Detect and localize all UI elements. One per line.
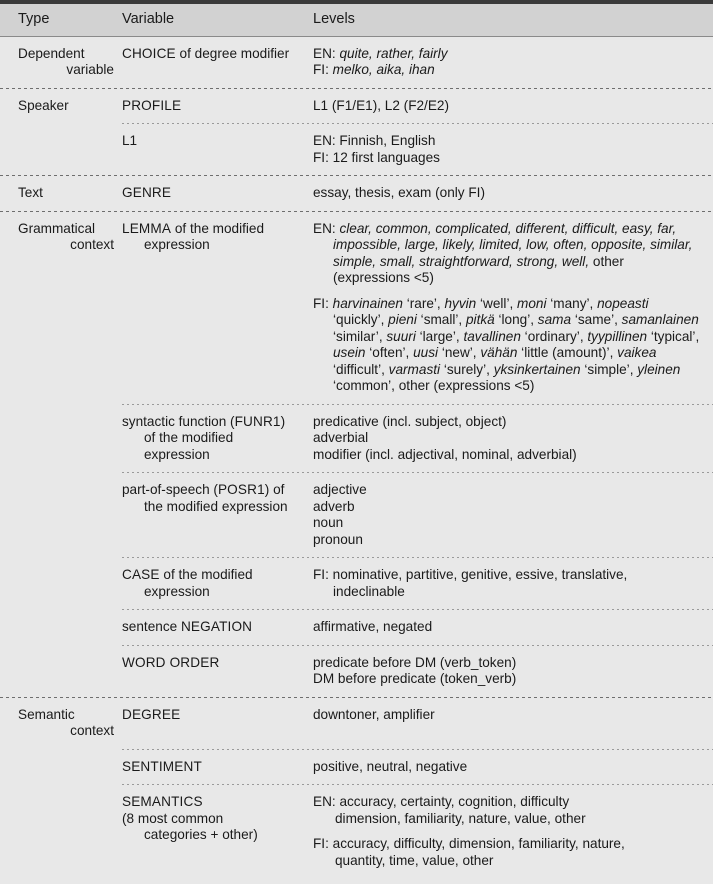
levels-line-fi-1 [313,836,701,853]
variable-rest: of degree modifier [175,45,290,61]
table-row [0,405,713,473]
variable-smallcaps: PROFILE [122,97,182,113]
fi-lemma-gloss: ‘simple’, [580,361,634,377]
fi-lemma-word: samanlainen [621,312,699,327]
header-cell-type [0,11,122,28]
row-variable-label [122,46,313,63]
fi-lemma-word: usein [333,345,366,360]
variable-smallcaps: SEMANTICS [122,794,203,809]
levels-line-en [313,46,701,63]
levels-paragraph-fi [313,296,701,395]
table-row [0,473,713,557]
table-row [0,558,713,609]
levels-paragraph-fi [313,567,701,600]
type-line-1: Semantic [18,706,75,722]
table-row [0,698,713,749]
fi-lemma-gloss: ‘large’, [415,328,460,344]
levels-item: modifier (incl. adjectival, nominal, adverbial) [313,446,577,462]
row-variable-label [122,655,313,672]
type-line-1: Grammatical [18,220,96,236]
variable-smallcaps: NEGATION [180,619,253,634]
lang-prefix-fi: FI: [313,295,329,311]
variable-rest: of the modified [171,220,265,236]
table-row [0,89,713,124]
type-line-2: context [70,723,114,738]
fi-lemma-word: suuri [386,328,416,344]
row-levels: affirmative, negated [313,619,433,634]
variable-line-3: expression [144,446,210,462]
paragraph-gap [313,287,701,296]
levels-items-fi-1: accuracy, difficulty, dimension, familiarity, nature, [332,836,625,851]
variable-smallcaps: CASE [122,567,160,582]
row-levels: downtoner, amplifier [313,706,435,722]
variable-smallcaps: LEMMA [122,220,172,236]
type-line-1: Speaker [18,97,69,113]
row-variable-label [122,98,313,115]
fi-lemma-gloss: ‘same’, [571,312,618,327]
levels-item: pronoun [313,531,363,547]
row-levels [313,794,713,869]
header-label-type: Type [18,11,50,27]
levels-item: predicative (incl. subject, object) [313,413,507,429]
fi-lemma-word: uusi [413,345,439,360]
fi-lemma-word: harvinainen [332,295,403,311]
row-levels [313,221,713,395]
row-levels [313,46,713,79]
levels-item: adverbial [313,430,369,445]
type-line-2: variable [66,62,114,77]
levels-items-en: quite, rather, fairly [339,45,448,61]
fi-lemma-word: vähän [480,345,518,360]
table-body [0,37,713,884]
fi-lemma-gloss: ‘common’, [333,378,395,393]
fi-lemma-word: tyypillinen [587,328,648,344]
row-variable-label [122,567,313,600]
type-line-1: Dependent [18,45,85,61]
levels-item: adverb [313,498,355,514]
table-row [0,750,713,785]
variable-line-1 [122,414,303,431]
variable-line-1 [122,221,303,238]
fi-lemma-word: varmasti [388,361,441,377]
variable-line-2: (8 most common [122,810,224,826]
variable-suffix: ) of [264,482,285,497]
row-variable-label [122,759,313,776]
variable-line-3: categories + other) [144,827,258,842]
levels-items-en-1: accuracy, certainty, cognition, difficulty [339,794,570,809]
fi-lemma-gloss: ‘quickly’, [333,312,385,327]
variable-line-2: expression [144,237,210,252]
table-row [0,37,713,88]
variable-smallcaps: GENRE [122,185,172,200]
fi-lemma-gloss: ‘surely’, [440,361,490,377]
variable-prefix: part-of-speech ( [122,482,218,497]
levels-line-en: EN: Finnish, English [313,133,436,148]
variable-smallcaps: POSR1 [217,482,265,497]
levels-line-fi: FI: 12 first languages [313,149,440,165]
variable-line-2: of the modified [144,430,234,445]
fi-lemma-gloss: ‘typical’, [647,328,700,344]
lang-prefix-fi: FI: [313,836,329,851]
row-type-label [0,221,122,254]
type-line-1: Text [18,185,43,200]
table-row [0,785,713,878]
table-row [0,176,713,211]
fi-lemma-word: pieni [388,312,417,327]
row-levels [313,133,713,166]
variable-rest: of the modified [159,567,253,582]
variable-line-1 [122,794,303,811]
levels-items-fi: nominative, partitive, genitive, essive, translative, indeclinable [332,567,628,599]
fi-lemma-gloss: ‘new’, [438,345,477,360]
variable-smallcaps: WORD ORDER [122,654,220,670]
variable-smallcaps: SENTIMENT [122,758,202,774]
row-variable-label [122,221,313,254]
fi-lemma-gloss: ‘ordinary’, [520,328,584,344]
fi-lemma-word: moni [517,295,547,311]
levels-line-fi [313,62,701,79]
fi-lemma-gloss: ‘little (amount)’, [517,345,614,360]
fi-lemma-word: yleinen [637,361,681,377]
row-levels: positive, neutral, negative [313,758,468,774]
row-variable-label [122,185,313,202]
levels-paragraph-en [313,221,701,287]
fi-lemma-gloss: ‘difficult’, [333,361,385,377]
fi-lemma-gloss: ‘rare’, [402,295,441,311]
variable-line-2: expression [144,583,210,599]
variable-prefix: sentence [122,619,181,634]
row-levels [313,655,713,688]
en-lemma-tail: other (expressions <5) [333,253,624,285]
fi-lemma-gloss: ‘many’, [546,295,594,311]
levels-item: DM before predicate (token_verb) [313,671,517,686]
row-levels [313,567,713,600]
variable-smallcaps: DEGREE [122,706,181,722]
fi-lemma-word: sama [537,312,572,327]
row-levels: essay, thesis, exam (only FI) [313,185,485,200]
levels-item: predicate before DM (verb_token) [313,654,517,670]
levels-item: adjective [313,482,367,497]
fi-lemma-word: pitkä [466,312,495,327]
variable-prefix: syntactic function ( [122,413,235,429]
fi-lemma-word: tavallinen [463,328,521,344]
row-variable-label [122,619,313,636]
row-type-label [0,707,122,740]
lang-prefix-en: EN: [313,220,336,236]
levels-line-en-2: dimension, familiarity, nature, value, other [335,810,586,826]
variable-smallcaps: CHOICE [122,45,176,61]
table-row [0,646,713,697]
row-type-label [0,185,122,202]
table-row [0,610,713,645]
row-levels [313,414,713,464]
row-type-label [0,98,122,115]
fi-lemma-gloss: ‘small’, [416,312,463,327]
variable-smallcaps: FUNR1 [234,413,281,429]
paragraph-gap [313,827,701,836]
lang-prefix-fi: FI: [313,62,329,77]
header-cell-variable: Variable [122,11,175,27]
levels-item: noun [313,515,344,530]
fi-lemma-gloss: ‘well’, [476,295,514,311]
lang-prefix-en: EN: [313,45,336,61]
variable-line-2: the modified expression [144,498,288,514]
row-variable-label [122,707,313,724]
row-variable-label [122,482,313,515]
lang-prefix-fi: FI: [313,567,329,582]
row-variable-label [122,794,313,844]
en-lemma-list: clear, common, complicated, different, difficult, easy, far, impossible, large, likely, limited, low, often, opposite, similar, simple, small, straightforward, strong, well, [333,220,693,269]
row-levels: L1 (F1/E1), L2 (F2/E2) [313,97,449,113]
fi-lemma-word: yksinkertainen [493,361,581,377]
levels-line-fi-2: quantity, time, value, other [335,852,494,868]
row-variable-label [122,414,313,464]
header-cell-levels: Levels [313,11,355,27]
fi-lemma-gloss: ‘long’, [494,312,535,327]
fi-lemma-word: vaikea [617,345,657,360]
row-levels [313,482,713,548]
fi-lemma-tail: other (expressions <5) [394,378,535,393]
row-variable-label: L1 [122,133,138,148]
variable-line-1 [122,567,303,584]
lang-prefix-en: EN: [313,794,336,809]
table-row [0,212,713,404]
variable-line-1 [122,482,303,499]
type-line-2: context [70,237,114,252]
fi-lemma-gloss: ‘similar’, [333,328,383,344]
fi-lemma-word: hyvin [444,295,477,311]
levels-items-fi: melko, aika, ihan [332,62,435,77]
levels-line-en-1 [313,794,701,811]
row-type-label [0,46,122,79]
table-row [0,124,713,175]
fi-lemma-word: nopeasti [597,295,649,311]
fi-lemma-gloss: ‘often’, [365,345,410,360]
variable-suffix: ) [280,413,286,429]
table-header [0,4,713,36]
